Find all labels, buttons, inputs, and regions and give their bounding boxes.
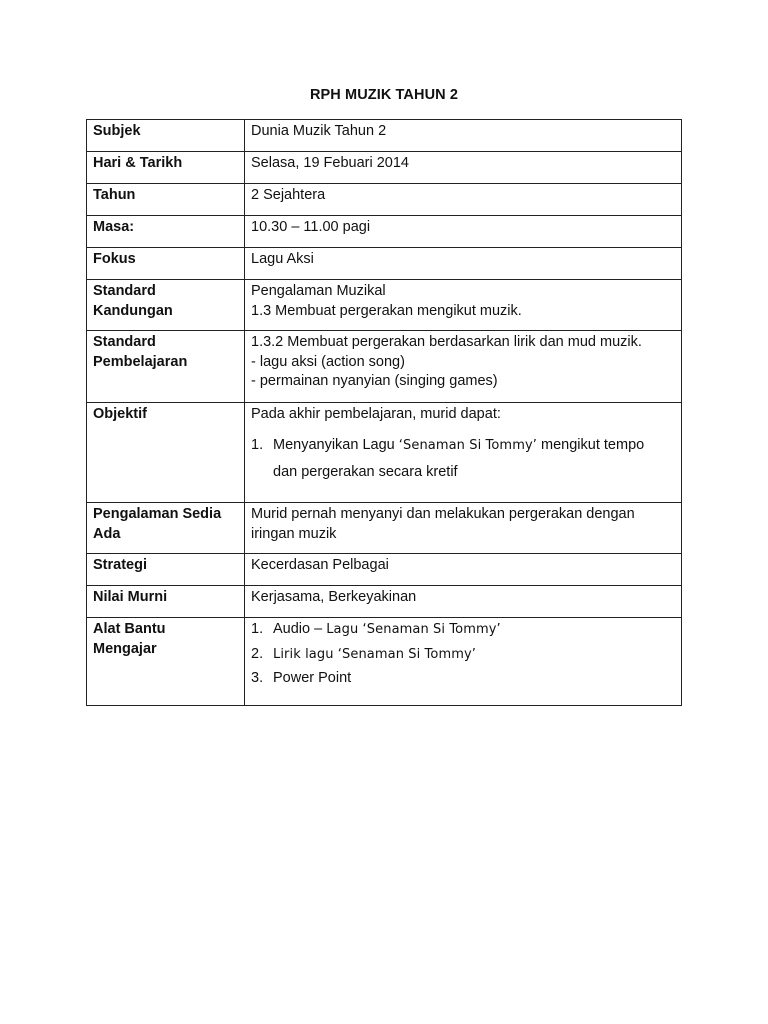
list-number: 1.: [251, 621, 264, 637]
label-line: Kandungan: [93, 302, 173, 319]
row-value-standard-kandungan: [245, 280, 682, 331]
alat-item-text-alt: Lagu ‘Senaman Si Tommy’: [326, 622, 501, 637]
row-label-strategi: Strategi: [87, 554, 245, 586]
row-label-fokus: Fokus: [87, 248, 245, 280]
row-label-standard-kandungan: [87, 280, 245, 331]
label-line: Standard: [93, 334, 156, 350]
objektif-list: [251, 432, 675, 485]
alat-item-text: Audio –: [273, 621, 323, 637]
row-label-pengalaman-sedia-ada: [87, 503, 245, 554]
table-row: [87, 280, 682, 331]
label-line: Ada: [93, 525, 121, 542]
value-line: iringan muzik: [251, 525, 337, 542]
table-row: [87, 248, 682, 280]
objektif-intro: Pada akhir pembelajaran, murid dapat:: [251, 406, 501, 422]
label-line: Standard: [93, 283, 156, 299]
row-value-pengalaman-sedia-ada: [245, 503, 682, 554]
row-label-masa: Masa:: [87, 216, 245, 248]
value-line: 1.3.2 Membuat pergerakan berdasarkan lirik dan mud muzik.: [251, 334, 642, 350]
row-value-tahun: 2 Sejahtera: [245, 184, 682, 216]
list-number: 3.: [251, 670, 264, 686]
table-row: [87, 331, 682, 403]
song-title: ‘Senaman Si Tommy’: [398, 437, 537, 453]
list-item: [251, 669, 675, 689]
alat-item-text: Power Point: [273, 670, 352, 686]
list-item: [251, 645, 675, 665]
table-row: [87, 152, 682, 184]
row-value-objektif: [245, 403, 682, 503]
row-value-alat-bantu: [245, 618, 682, 706]
value-line: Pengalaman Muzikal: [251, 283, 386, 299]
row-label-hari-tarikh: Hari & Tarikh: [87, 152, 245, 184]
row-label-nilai-murni: Nilai Murni: [87, 586, 245, 618]
list-item: [251, 432, 675, 485]
alat-bantu-list: [251, 620, 675, 689]
objektif-text-part2: mengikut tempo: [541, 436, 645, 453]
table-row: [87, 403, 682, 503]
value-line: 1.3 Membuat pergerakan mengikut muzik.: [251, 302, 522, 319]
value-line: - lagu aksi (action song): [251, 353, 405, 370]
label-line: Mengajar: [93, 640, 157, 657]
document-title: RPH MUZIK TAHUN 2: [309, 87, 459, 103]
alat-item-text-alt: Lirik lagu ‘Senaman Si Tommy’: [273, 646, 476, 662]
objektif-text-part1: Menyanyikan Lagu: [273, 436, 395, 453]
table-row: [87, 503, 682, 554]
table-row: [87, 586, 682, 618]
table-row: [87, 216, 682, 248]
label-line: Alat Bantu: [93, 621, 166, 637]
table-row: [87, 184, 682, 216]
label-line: Pengalaman Sedia: [93, 506, 222, 522]
row-value-hari-tarikh: Selasa, 19 Febuari 2014: [245, 152, 682, 184]
table-row: [87, 554, 682, 586]
value-line: - permainan nyanyian (singing games): [251, 373, 498, 389]
row-value-masa: 10.30 – 11.00 pagi: [245, 216, 682, 248]
row-value-nilai-murni: Kerjasama, Berkeyakinan: [245, 586, 682, 618]
list-number: 1.: [251, 436, 264, 453]
row-value-standard-pembelajaran: [245, 331, 682, 403]
label-line: Pembelajaran: [93, 353, 188, 370]
objektif-text-line2: dan pergerakan secara kretif: [273, 463, 458, 480]
lesson-plan-table: [86, 119, 682, 706]
row-value-subjek: Dunia Muzik Tahun 2: [245, 120, 682, 152]
row-label-standard-pembelajaran: [87, 331, 245, 403]
table-row: [87, 618, 682, 706]
row-label-objektif: Objektif: [87, 403, 245, 503]
table-row: [87, 120, 682, 152]
list-number: 2.: [251, 645, 264, 662]
value-line: Murid pernah menyanyi dan melakukan pergerakan dengan: [251, 506, 635, 522]
row-label-subjek: Subjek: [87, 120, 245, 152]
row-value-fokus: Lagu Aksi: [245, 248, 682, 280]
row-value-strategi: Kecerdasan Pelbagai: [245, 554, 682, 586]
row-label-alat-bantu: [87, 618, 245, 706]
list-item: [251, 620, 675, 640]
row-label-tahun: Tahun: [87, 184, 245, 216]
